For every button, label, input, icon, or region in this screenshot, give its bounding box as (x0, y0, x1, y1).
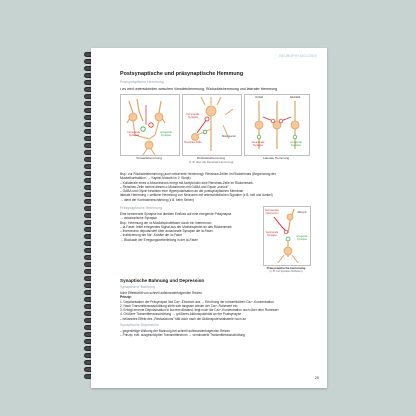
fig3-label-excitatory: erregende Synapse (290, 141, 302, 147)
body-line: – gegenteilige Wirkung der Bahnung bei schnell aufeinanderfolgenden Reizen (120, 329, 231, 333)
body-line: → dient der Kontrastverschärfung (z.B. beim Sehen) (120, 197, 195, 202)
fig4-subcaption: (z. B. bei Spinalen Reflexen) (269, 270, 303, 273)
body-line: hohe Effektivität von schnell aufeinanderfolgenden Reizen (120, 291, 202, 295)
fig1-label-inhibitory: hemmende Synapse (127, 131, 141, 137)
body-line: – Kollaterale eines α-Motoneurons erregt mit Acetylcholin eine Renshaw-Zelle im Rückenmark. (120, 180, 254, 185)
body-line: 2. Nach Transmitterausschüttung steht sich langsam wieder der Ca²⁺-Ruhewert ein (120, 303, 238, 308)
forward-inhibition-diagram (121, 95, 179, 155)
body-line: 3. Erfolgt erneute Depolarisation in kurzem Abstand, liegt noch die Ca²⁺-Konzentration noch über dem Ruhewert (120, 308, 279, 313)
body-line: – bekanntes Effekt des „Restcalciums" fällt auch nach der Aktionspotenzialsserie noch an (120, 316, 246, 321)
body-text-depression (120, 329, 310, 338)
body-line: – Renshaw-Zelle hemmt dieses α-Motoneuron mit GABA und Glycin „zurück" (120, 184, 229, 189)
fig3-label-vorfeld: Vorfeld (254, 96, 264, 99)
body-line: Bsp.: zur Rückwärtshemmung (auch rekurrente Hemmung): Renshaw-Zellen im Rückenmark (Begrenzung der (120, 172, 276, 176)
intro-text: es wird unterschieden zwischen Vorwärtshemmung, Rückwärtshemmung und lateraler Hemmung (122, 87, 278, 91)
section-title-facilitation: Synaptische Bahnung und Depression (120, 278, 205, 283)
body-line: 1. Depolarisation der Präsynapse löst Ca²⁺-Einstrom aus → Erhöhung der intrazellulären Ca²⁺-Konzentration (120, 299, 274, 304)
fig2-label-motoneuron: Motoneuron (222, 135, 236, 138)
fig2-caption: Rückwärtshemmung (196, 156, 226, 160)
figure-lateral-inhibition (244, 94, 310, 156)
body-text-upper (120, 172, 310, 202)
subhead-facilitation: Synaptische Bahnung (120, 285, 155, 289)
fig4-label-excitatory: erregende Synapse (296, 235, 308, 241)
fig4-label-inhibitory: hemmende Synapse (265, 231, 279, 237)
figure-backward-inhibition (182, 94, 242, 156)
body-text-presynaptic (120, 212, 260, 242)
subhead-depression: Synaptische Depression (120, 323, 159, 327)
body-text-facilitation (120, 291, 310, 321)
document-page (91, 48, 327, 388)
body-line: – GABA und Glycin bewirken eine Hyperpolarisation an der postsynaptischen Membran (120, 189, 244, 194)
fig2-label-renshaw: Renshaw Zelle (184, 141, 202, 144)
backward-inhibition-diagram (183, 95, 241, 155)
body-line: → axoaxonische Synapse (120, 216, 157, 221)
fig3-caption: Laterale Hemmung (262, 156, 290, 160)
figure-presynaptic-inhibition (263, 206, 311, 266)
body-line: – Prinzip: evtl. ausgeschöpfter Transmitterstrom → verminderte Transmitterausschüttung (120, 333, 246, 338)
fig2-subcaption: (z. B. über die Renshaw-Hemmung) (188, 160, 234, 164)
fig4-caption: Präsynaptische Hemmung (266, 266, 306, 270)
fig4-label-afferent: Afferenz (297, 211, 307, 214)
subhead-postsynaptic: Postsynaptische Hemmung (120, 80, 164, 84)
fig3-label-inhibitory: hemmende Synapse (251, 141, 265, 147)
fig1-label-excitatory: erregende Synapse (160, 131, 172, 137)
header-tag: NEUROPHYSIOLOGIE (279, 54, 317, 58)
body-line: Muskelkontraktion, → Kapitel Motorik im 2. Skript) (120, 176, 191, 181)
body-line: → Blockade der Erregungsweiterleitung in der Ia-Faser (120, 237, 198, 242)
body-line: 4. Größere Transmitterausschüttung → größeres Aktionspotential an der Postsynapse (120, 312, 242, 317)
body-line: – Ia-Faser: leitet erregendes Signal aus der Muskelspindel an das Rückenmark (120, 224, 232, 229)
subhead-presynaptic: Präsynaptische Hemmung (120, 206, 163, 210)
body-line: – Inaktivierung der Na⁺-Kanäle der Ia-Faser (120, 233, 183, 238)
fig2-label-inhibitory: hemmende Synapse (186, 113, 200, 119)
body-line: – Interneuron depolarisiert über axoaxonale Synapse die Ia-Faser (120, 229, 213, 234)
body-line: Prinzip: (120, 295, 132, 300)
fig1-caption: Vorwärtshemmung (136, 156, 162, 160)
intro-bullet: • es wird unterschieden zwischen Vorwärtshemmung, Rückwärtshemmung und lateraler Hemmung (120, 87, 278, 91)
page-number: 29 (314, 376, 319, 380)
page-title: Postsynaptische und präsynaptische Hemmung (120, 71, 244, 77)
figure-forward-inhibition (120, 94, 180, 156)
body-line: Bsp.: Hemmung der Ia-Muskelspindelfaser durch ein Interneuron (120, 220, 212, 225)
body-line: Eine hemmende Synapse hat direkten Einfluss auf eine erregende Präsynapse (120, 212, 232, 216)
fig4-label-interneuron: hemmendes Interneuron (265, 209, 279, 215)
fig3-label-nachfeld: Nachfeld (289, 96, 301, 99)
body-line: laterale Hemmung = seitliche Hemmung von Neuronen mit unterschiedlichen Signalen (z.B. hell und dunkel) (120, 193, 273, 198)
